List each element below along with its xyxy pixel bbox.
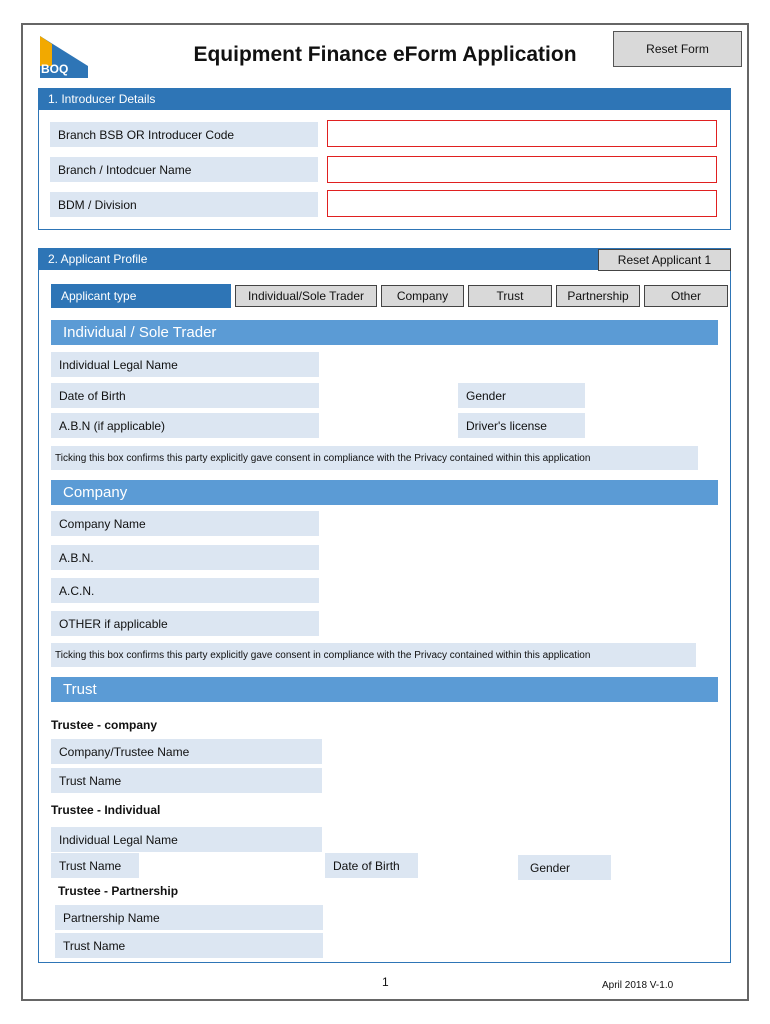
applicant-heading: 2. Applicant Profile — [38, 248, 731, 270]
individual-heading: Individual / Sole Trader — [51, 320, 718, 345]
branch-name-label: Branch / Intodcuer Name — [50, 157, 318, 182]
company-trustee-name-label: Company/Trustee Name — [51, 739, 322, 764]
trustee-company-heading: Trustee - company — [51, 718, 158, 732]
version-text: April 2018 V-1.0 — [602, 980, 674, 991]
company-consent-checkbox[interactable]: Ticking this box confirms this party explicitly gave consent in compliance with the Privacy contained within this application — [51, 643, 696, 667]
bdm-division-label: BDM / Division — [50, 192, 318, 217]
branch-name-input[interactable] — [327, 156, 717, 183]
company-heading: Company — [51, 480, 718, 505]
tab-partnership[interactable]: Partnership — [556, 285, 640, 307]
branch-bsb-label: Branch BSB OR Introducer Code — [50, 122, 318, 147]
trustee-individual-heading: Trustee - Individual — [51, 803, 161, 817]
boq-logo — [38, 36, 90, 78]
partnership-name-label: Partnership Name — [55, 905, 323, 930]
trust-name-label-2: Trust Name — [51, 853, 139, 878]
tab-company[interactable]: Company — [381, 285, 464, 307]
trust-gender-label: Gender — [518, 855, 611, 880]
tab-other[interactable]: Other — [644, 285, 728, 307]
trustee-partnership-heading: Trustee - Partnership — [58, 884, 179, 898]
trust-individual-legal-name-label: Individual Legal Name — [51, 827, 322, 852]
individual-legal-name-label: Individual Legal Name — [51, 352, 319, 377]
individual-dob-label: Date of Birth — [51, 383, 319, 408]
trust-name-label-1: Trust Name — [51, 768, 322, 793]
tab-trust[interactable]: Trust — [468, 285, 552, 307]
branch-bsb-input[interactable] — [327, 120, 717, 147]
company-other-label: OTHER if applicable — [51, 611, 319, 636]
page-title: Equipment Finance eForm Application — [193, 43, 577, 66]
applicant-type-label: Applicant type — [51, 284, 231, 308]
individual-abn-label: A.B.N (if applicable) — [51, 413, 319, 438]
page-number: 1 — [382, 975, 389, 989]
introducer-heading: 1. Introducer Details — [38, 88, 731, 110]
company-name-label: Company Name — [51, 511, 319, 536]
individual-license-label: Driver's license — [458, 413, 585, 438]
reset-form-button[interactable]: Reset Form — [613, 31, 742, 67]
individual-gender-label: Gender — [458, 383, 585, 408]
company-acn-label: A.C.N. — [51, 578, 319, 603]
reset-applicant-button[interactable]: Reset Applicant 1 — [598, 249, 731, 271]
company-abn-label: A.B.N. — [51, 545, 319, 570]
individual-consent-checkbox[interactable]: Ticking this box confirms this party explicitly gave consent in compliance with the Privacy contained within this application — [51, 446, 698, 470]
trust-heading: Trust — [51, 677, 718, 702]
trust-dob-label: Date of Birth — [325, 853, 418, 878]
trust-name-label-3: Trust Name — [55, 933, 323, 958]
tab-individual-sole-trader[interactable]: Individual/Sole Trader — [235, 285, 377, 307]
logo-text: BOQ — [41, 62, 69, 76]
bdm-division-input[interactable] — [327, 190, 717, 217]
